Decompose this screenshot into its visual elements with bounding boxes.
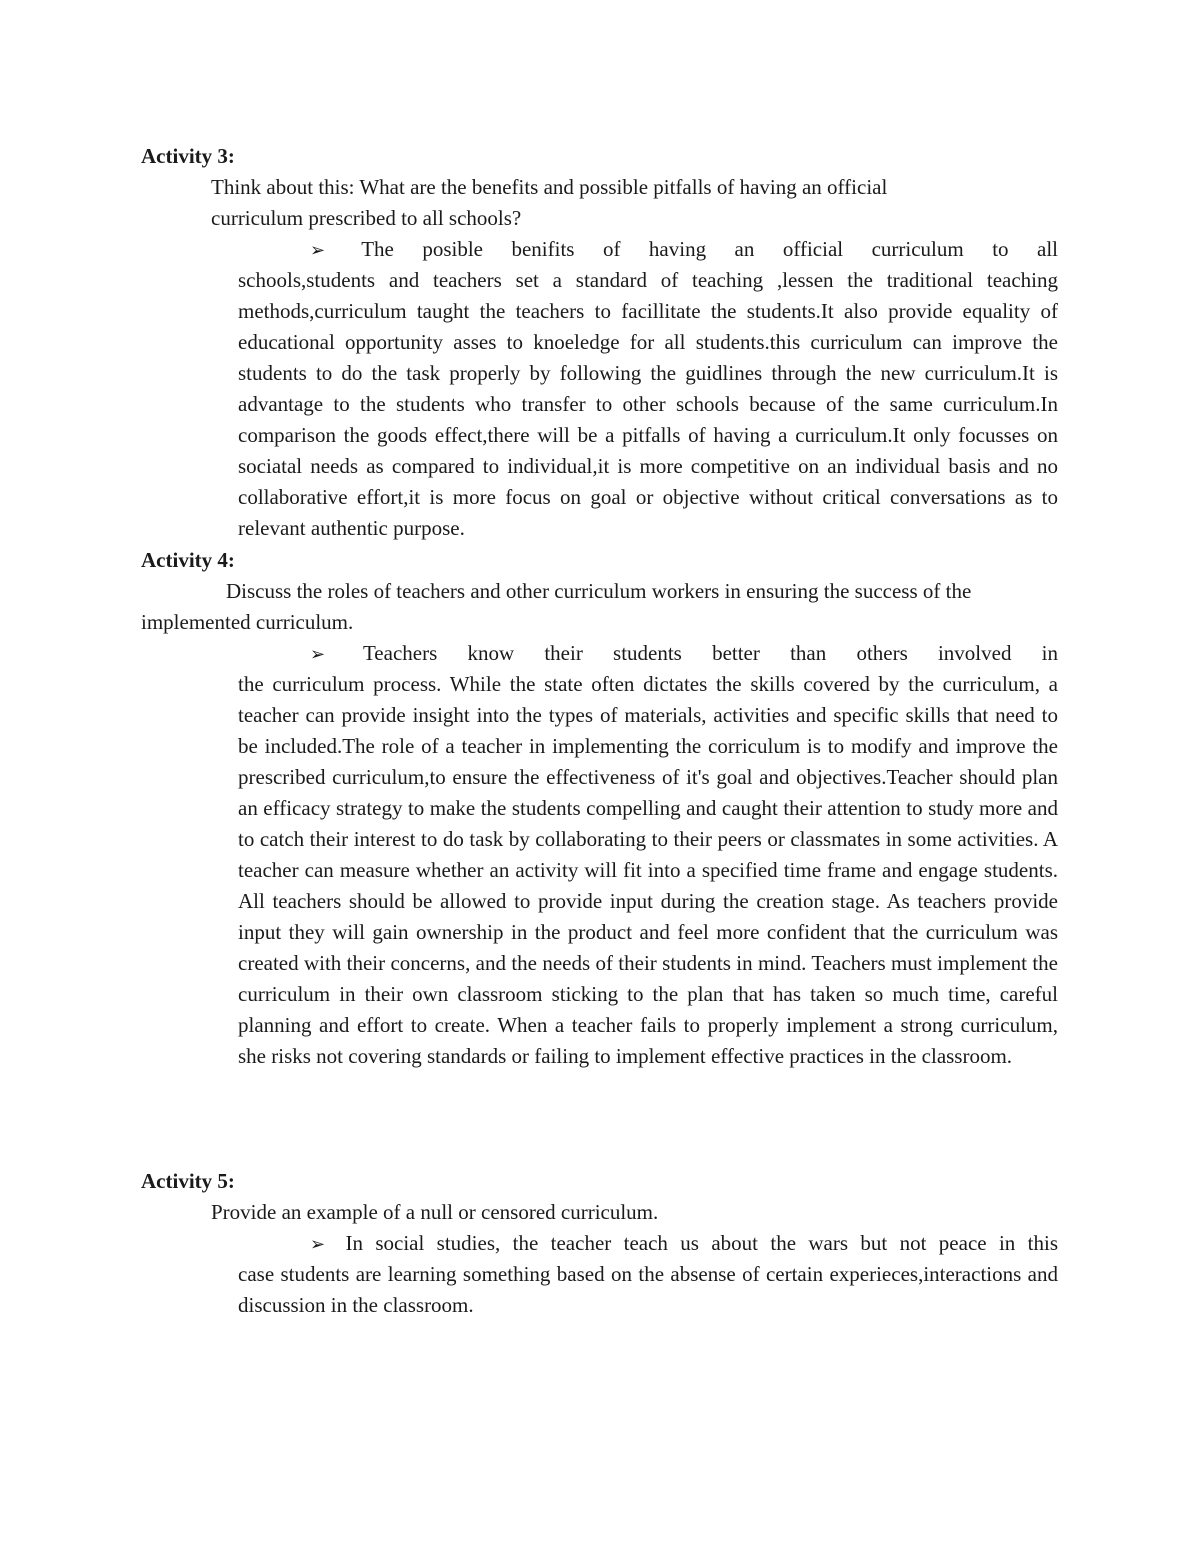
activity-3-prompt-line-1: Think about this: What are the benefits and possible pitfalls of having an official bbox=[211, 175, 888, 199]
activity-3-answer-first-line bbox=[238, 234, 1058, 266]
arrow-bullet-icon: ➢ bbox=[310, 1234, 326, 1254]
activity-3-prompt-line-2: curriculum prescribed to all schools? bbox=[211, 206, 522, 230]
activity-4-answer-lead: Teachers know their students better than others involved in bbox=[362, 641, 1059, 665]
activity-3-heading: Activity 3: bbox=[141, 144, 235, 168]
arrow-bullet-icon: ➢ bbox=[310, 644, 326, 664]
activity-5-answer-lead: In social studies, the teacher teach us about the wars but not peace in this bbox=[345, 1231, 1059, 1255]
activity-4-answer-body: the curriculum process. While the state often dictates the skills covered by the curriculum, a teacher can provide insight into the types of materials, activities and specific skills that need to be included.The role of a teacher in implementing the corriculum is to modify and improve the prescribed curriculum,to ensure the effectiveness of it's goal and objectives.Teacher should plan an efficacy strategy to make the students compelling and caught their attention to study more and to catch their interest to do task by collaborating to their peers or classmates in some activities. A teacher can measure whether an activity will fit into a specified time frame and engage students. All teachers should be allowed to provide input during the creation stage. As teachers provide input they will gain ownership in the product and feel more confident that the curriculum was created with their concerns, and the needs of their students in mind. Teachers must implement the curriculum in their own classroom sticking to the plan that has taken so much time, careful planning and effort to create. When a teacher fails to properly implement a strong curriculum, she risks not covering standards or failing to implement effective practices in the classroom. bbox=[238, 672, 1058, 1068]
activity-3-answer-lead: The posible benifits of having an official curriculum to all bbox=[361, 237, 1058, 261]
activity-4-prompt-line-2: implemented curriculum. bbox=[141, 610, 354, 634]
activity-5-answer-first-line bbox=[238, 1228, 1058, 1260]
activity-5-heading: Activity 5: bbox=[141, 1169, 235, 1193]
activity-4-answer-first-line bbox=[238, 638, 1058, 670]
arrow-bullet-icon: ➢ bbox=[310, 240, 326, 260]
activity-5-prompt: Provide an example of a null or censored curriculum. bbox=[211, 1200, 659, 1224]
activity-3-answer-body: schools,students and teachers set a standard of teaching ,lessen the traditional teaching methods,curriculum taught the teachers to facillitate the students.It also provide equality of educational opportunity asses to knoeledge for all students.this curriculum can improve the students to do the task properly by following the guidlines through the new curriculum.It is advantage to the students who transfer to other schools because of the same curriculum.In comparison the goods effect,there will be a pitfalls of having a curriculum.It only focusses on sociatal needs as compared to individual,it is more competitive on an individual basis and no collaborative effort,it is more focus on goal or objective without critical conversations as to relevant authentic purpose. bbox=[238, 268, 1058, 540]
activity-5-answer-body: case students are learning something based on the absense of certain experieces,interactions and discussion in the classroom. bbox=[238, 1262, 1058, 1317]
activity-4-prompt-line-1: Discuss the roles of teachers and other curriculum workers in ensuring the success of the bbox=[226, 579, 972, 603]
activity-4-heading: Activity 4: bbox=[141, 548, 235, 572]
